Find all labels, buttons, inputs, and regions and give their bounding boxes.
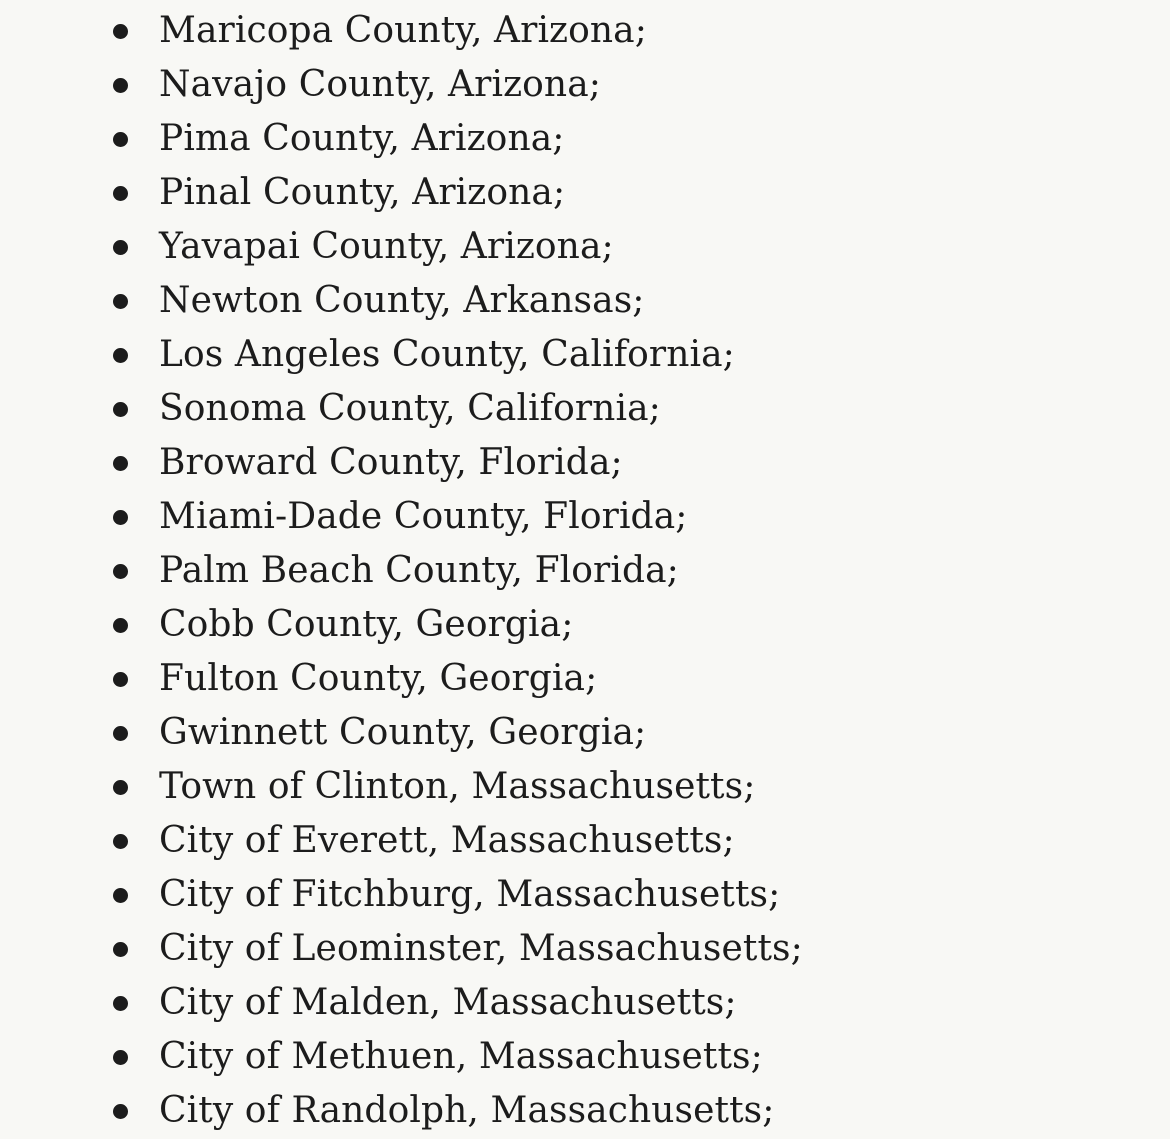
list-item-text: Town of Clinton, Massachusetts; bbox=[159, 766, 756, 807]
list-item-text: Cobb County, Georgia; bbox=[159, 604, 574, 645]
bullet-icon bbox=[113, 348, 128, 363]
list-item bbox=[0, 274, 1170, 328]
bullet-icon bbox=[113, 510, 128, 525]
list-item bbox=[0, 328, 1170, 382]
bullet-icon bbox=[113, 132, 128, 147]
list-item-text: Gwinnett County, Georgia; bbox=[159, 712, 647, 753]
list-item bbox=[0, 4, 1170, 58]
list-item-text: City of Fitchburg, Massachusetts; bbox=[159, 874, 781, 915]
list-item-text: City of Randolph, Massachusetts; bbox=[159, 1090, 775, 1131]
bullet-icon bbox=[113, 618, 128, 633]
list-item-text: City of Malden, Massachusetts; bbox=[159, 982, 737, 1023]
bullet-icon bbox=[113, 1104, 128, 1119]
list-item-text: Newton County, Arkansas; bbox=[159, 280, 645, 321]
bullet-icon bbox=[113, 402, 128, 417]
list-item-text: City of Leominster, Massachusetts; bbox=[159, 928, 803, 969]
bullet-icon bbox=[113, 24, 128, 39]
list-item bbox=[0, 382, 1170, 436]
bullet-icon bbox=[113, 942, 128, 957]
list-item-text: Miami-Dade County, Florida; bbox=[159, 496, 688, 537]
list-item bbox=[0, 1030, 1170, 1084]
list-item-text: Navajo County, Arizona; bbox=[159, 64, 601, 105]
list-item bbox=[0, 544, 1170, 598]
list-item bbox=[0, 652, 1170, 706]
list-item bbox=[0, 706, 1170, 760]
list-item bbox=[0, 598, 1170, 652]
list-item bbox=[0, 976, 1170, 1030]
list-item bbox=[0, 490, 1170, 544]
list-item-text: Yavapai County, Arizona; bbox=[159, 226, 614, 267]
list-item bbox=[0, 436, 1170, 490]
bullet-icon bbox=[113, 780, 128, 795]
list-item-text: Pinal County, Arizona; bbox=[159, 172, 566, 213]
bullet-icon bbox=[113, 1050, 128, 1065]
list-item bbox=[0, 760, 1170, 814]
bullet-icon bbox=[113, 996, 128, 1011]
bullet-icon bbox=[113, 456, 128, 471]
bullet-icon bbox=[113, 672, 128, 687]
bullet-icon bbox=[113, 240, 128, 255]
list-item-text: Maricopa County, Arizona; bbox=[159, 10, 647, 51]
list-item bbox=[0, 814, 1170, 868]
list-item bbox=[0, 58, 1170, 112]
list-item-text: Los Angeles County, California; bbox=[159, 334, 735, 375]
list-item-text: Fulton County, Georgia; bbox=[159, 658, 598, 699]
list-item-text: Sonoma County, California; bbox=[159, 388, 661, 429]
list-item bbox=[0, 868, 1170, 922]
bullet-icon bbox=[113, 834, 128, 849]
list-item bbox=[0, 220, 1170, 274]
bullet-icon bbox=[113, 294, 128, 309]
jurisdiction-list bbox=[0, 4, 1170, 1138]
list-item-text: City of Everett, Massachusetts; bbox=[159, 820, 735, 861]
bullet-icon bbox=[113, 564, 128, 579]
list-item-text: Pima County, Arizona; bbox=[159, 118, 565, 159]
bullet-icon bbox=[113, 726, 128, 741]
bullet-icon bbox=[113, 186, 128, 201]
list-item bbox=[0, 112, 1170, 166]
list-item bbox=[0, 166, 1170, 220]
bullet-icon bbox=[113, 888, 128, 903]
list-item-text: Broward County, Florida; bbox=[159, 442, 623, 483]
list-item-text: City of Methuen, Massachusetts; bbox=[159, 1036, 763, 1077]
list-item bbox=[0, 922, 1170, 976]
list-item bbox=[0, 1084, 1170, 1138]
bullet-icon bbox=[113, 78, 128, 93]
list-item-text: Palm Beach County, Florida; bbox=[159, 550, 679, 591]
